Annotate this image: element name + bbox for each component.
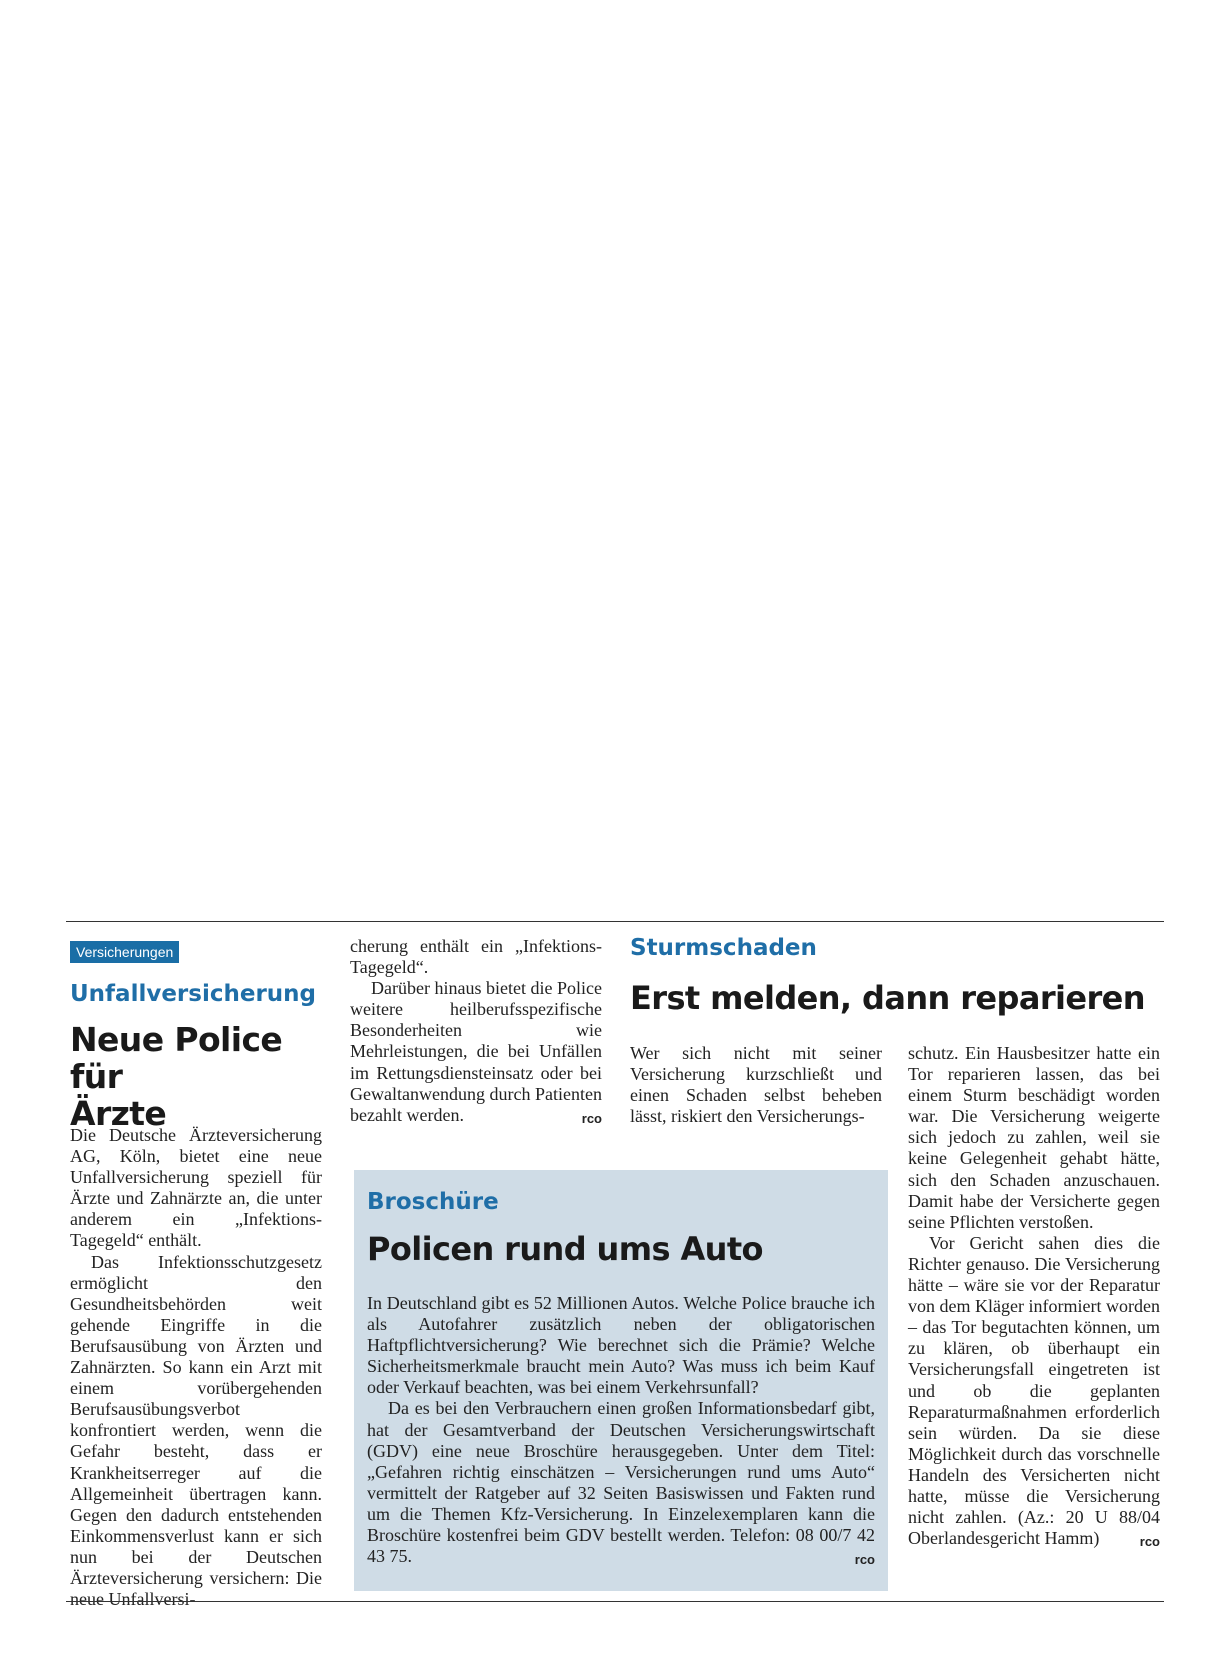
article1-paragraph	[350, 978, 602, 1126]
article1-headline-line2: Ärzte	[70, 1094, 167, 1133]
article2-body	[908, 1043, 1160, 1552]
article2-intro: Wer sich nicht mit seiner Versicherung kurzschließt und einen Schaden selbst beheben lässt, riskiert den Versicherungs-	[630, 1043, 882, 1127]
article2-paragraph-text: Vor Gericht sahen dies die Richter genauso. Die Versicherung hätte – wäre sie vor der Reparatur von dem Kläger informiert worden – das Tor begutachten können, um zu klären, ob überhaupt ein Versicherungsfall eingetreten ist und ob die geplanten Reparaturmaßnahmen erforderlich sein würden. Da sie diese Möglichkeit durch das vorschnelle Handeln des Versicherten nicht hatte, müsse die Versicherung nicht zahlen. (Az.: 20 U 88/04 Oberlandesgericht Hamm)	[908, 1232, 1160, 1549]
brochure-box	[354, 1170, 888, 1591]
article3-body	[367, 1293, 875, 1570]
article1-paragraph: Das Infektionsschutzgesetz ermöglicht den Gesundheitsbehörden weit gehende Eingriffe in die Berufsausübung von Ärzten und Zahnärzten. So kann ein Arzt mit einem vorübergehenden Berufsausübungsverbot konfrontiert werden, wenn die Gefahr besteht, dass er Krankheitserreger auf die Allgemeinheit übertragen kann. Gegen den dadurch entstehenden Einkommensverlust kann er sich nun bei der Deutschen Ärzteversicherung versichern: Die neue Unfallversi-	[70, 1251, 322, 1610]
top-rule	[66, 921, 1164, 922]
article1-paragraph-text: Darüber hinaus bietet die Police weitere heilberufsspezifische Besonderheiten wie Mehrleistungen, die bei Unfällen im Rettungsdiensteinsatz oder bei Gewaltanwendung durch Patienten bezahlt werden.	[350, 978, 602, 1125]
article1-headline	[70, 1021, 330, 1132]
article3-headline: Policen rund ums Auto	[367, 1230, 763, 1268]
article1-continuation	[350, 936, 602, 1129]
article2-headline: Erst melden, dann reparieren	[630, 979, 1145, 1017]
article2-kicker: Sturmschaden	[630, 935, 817, 961]
bottom-rule	[66, 1601, 1164, 1602]
article2-paragraph	[908, 1233, 1160, 1549]
article2-signature: rco	[1139, 1534, 1160, 1550]
article3-signature: rco	[854, 1552, 875, 1568]
article1-headline-line1: Neue Police für	[70, 1020, 283, 1096]
article3-paragraph	[367, 1398, 875, 1567]
article3-paragraph: In Deutschland gibt es 52 Millionen Autos. Welche Police brauche ich als Autofahrer zusätzlich neben der obligatorischen Haftpflichtversicherung? Wie berechnet sich die Prämie? Welche Sicherheitsmerkmale braucht mein Auto? Was muss ich beim Kauf oder Verkauf beachten, was bei einem Verkehrsunfall?	[367, 1293, 875, 1398]
article3-kicker: Broschüre	[367, 1189, 499, 1215]
article1-signature: rco	[581, 1110, 602, 1126]
article3-paragraph-text: Da es bei den Verbrauchern einen großen Informationsbedarf gibt, hat der Gesamtverband der Deutschen Versicherungswirtschaft (GDV) eine neue Broschüre herausgegeben. Unter dem Titel: „Gefahren richtig einschätzen – Versicherungen rund ums Auto“ vermittelt der Ratgeber auf 32 Seiten Basiswissen und Fakten rund um die Themen Kfz-Versicherung. In Einzelexemplaren kann die Broschüre kostenfrei beim GDV bestellt werden. Telefon: 08 00/7 42 43 75.	[367, 1398, 875, 1567]
section-tag: Versicherungen	[70, 941, 179, 963]
article2-intro-column	[630, 1043, 882, 1127]
article1-paragraph: Die Deutsche Ärzteversicherung AG, Köln, bietet eine neue Unfallversicherung speziell für Ärzte und Zahnärzte an, die unter anderem ein „Infektions-Tagegeld“ enthält.	[70, 1125, 322, 1251]
article1-kicker: Unfallversicherung	[70, 981, 317, 1007]
article1-paragraph: cherung enthält ein „Infektions-Tagegeld“.	[350, 936, 602, 978]
article2-paragraph: schutz. Ein Hausbesitzer hatte ein Tor reparieren lassen, das bei einem Sturm beschädigt worden war. Die Versicherung weigerte sich jedoch zu zahlen, weil sie keine Gelegenheit gehabt hätte, sich den Schaden anzuschauen. Damit habe der Versicherte gegen seine Pflichten verstoßen.	[908, 1043, 1160, 1232]
article1-body	[70, 1125, 322, 1610]
